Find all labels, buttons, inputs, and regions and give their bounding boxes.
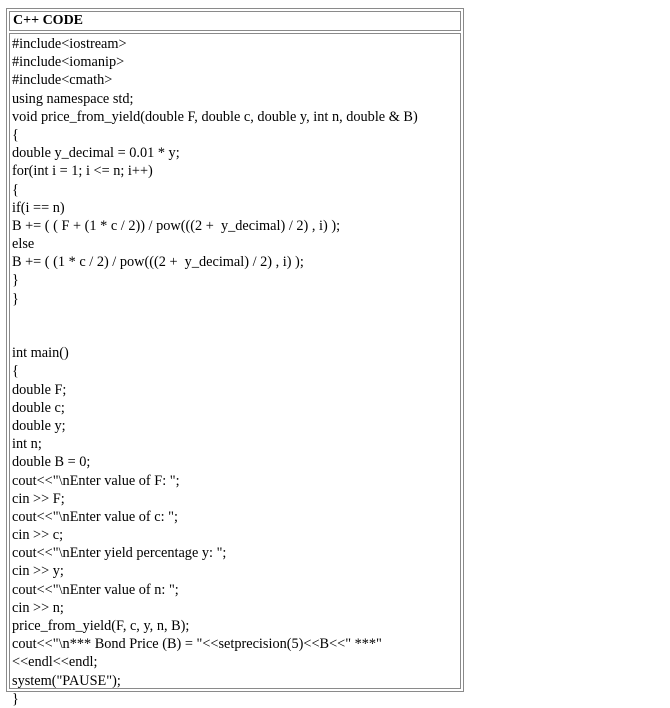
code-line	[12, 326, 460, 344]
code-line: double c;	[12, 399, 65, 416]
code-line: <<endl<<endl;	[12, 654, 98, 671]
code-line: cout<<"\nEnter value of F: ";	[12, 472, 180, 489]
code-line: double y_decimal = 0.01 * y;	[12, 145, 180, 162]
code-line: cout<<"\nEnter yield percentage y: ";	[12, 545, 227, 562]
code-line: else	[12, 236, 35, 253]
code-line: int n;	[12, 436, 42, 453]
code-line: if(i == n)	[12, 199, 65, 216]
code-line: cout<<"\n*** Bond Price (B) = "<<setprecision(5)<<B<<" ***"	[12, 636, 382, 653]
code-line: for(int i = 1; i <= n; i++)	[12, 163, 153, 180]
code-line: #include<iostream>	[12, 36, 127, 52]
code-line: cin >> F;	[12, 490, 65, 507]
code-line: cin >> y;	[12, 563, 64, 580]
code-line: }	[12, 290, 19, 307]
code-line: }	[12, 272, 19, 289]
code-line: double F;	[12, 381, 67, 398]
code-line: {	[12, 363, 19, 380]
code-line: #include<cmath>	[12, 72, 113, 89]
code-line: B += ( (1 * c / 2) / pow(((2 + y_decimal) / 2) , i) );	[12, 254, 304, 271]
code-line: }	[12, 690, 19, 707]
code-block	[9, 33, 461, 707]
code-line: B += ( ( F + (1 * c / 2)) / pow(((2 + y_decimal) / 2) , i) );	[12, 217, 341, 234]
code-line	[12, 308, 460, 326]
code-line: cout<<"\nEnter value of n: ";	[12, 581, 179, 598]
code-line: int main()	[12, 345, 69, 362]
code-line: system("PAUSE");	[12, 672, 121, 689]
code-line: void price_from_yield(double F, double c, double y, int n, double & B)	[12, 108, 418, 125]
code-table	[6, 8, 464, 707]
code-line: double B = 0;	[12, 454, 91, 471]
code-line: using namespace std;	[12, 90, 134, 107]
code-title: C++ CODE	[9, 11, 461, 31]
code-line: double y;	[12, 417, 66, 434]
code-line: cout<<"\nEnter value of c: ";	[12, 508, 178, 525]
code-line: cin >> n;	[12, 599, 64, 616]
code-line: #include<iomanip>	[12, 54, 125, 71]
code-line: {	[12, 181, 19, 198]
code-line: {	[12, 126, 19, 143]
code-line: price_from_yield(F, c, y, n, B);	[12, 618, 190, 634]
code-line: cin >> c;	[12, 527, 64, 544]
